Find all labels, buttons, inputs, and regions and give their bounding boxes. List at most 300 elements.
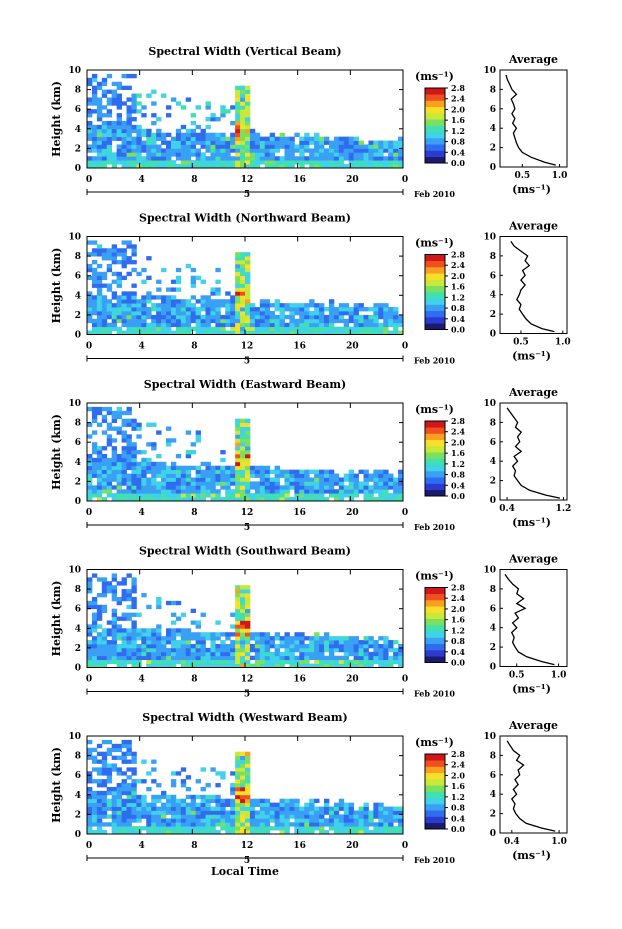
heatmap-cell (230, 787, 235, 791)
heatmap-cell (280, 636, 285, 640)
profile-line (507, 741, 555, 831)
heatmap-cell (354, 644, 359, 648)
heatmap-cell (240, 760, 245, 764)
heatmap-cell (97, 744, 102, 748)
heatmap-cell (151, 660, 156, 664)
heatmap-cell (210, 814, 215, 818)
heatmap-cell (299, 315, 304, 319)
heatmap-cell (240, 462, 245, 466)
heatmap-cell (250, 810, 255, 814)
y-tick-label: 4 (74, 124, 81, 135)
heatmap-cell (92, 756, 97, 760)
heatmap-cell (265, 660, 270, 664)
heatmap-cell (359, 481, 364, 485)
heatmap-cell (225, 656, 230, 660)
heatmap-cell (166, 640, 171, 644)
heatmap-cell (97, 450, 102, 454)
heatmap-cell (235, 97, 240, 101)
heatmap-cell (230, 105, 235, 109)
heatmap-cell (87, 97, 92, 101)
heatmap-cell (166, 660, 171, 664)
heatmap-cell (156, 822, 161, 826)
heatmap-cell (127, 121, 132, 125)
heatmap-cell (166, 152, 171, 156)
heatmap-cell (107, 264, 112, 268)
colorbar-tick-label: 2.4 (451, 593, 465, 604)
heatmap-cell (240, 648, 245, 652)
heatmap-cell (87, 656, 92, 660)
heatmap-cell (245, 601, 250, 605)
heatmap-cell (359, 807, 364, 811)
heatmap-cell (171, 648, 176, 652)
heatmap-cell (201, 160, 206, 164)
heatmap-cell (87, 78, 92, 82)
heatmap-cell (324, 327, 329, 331)
heatmap-cell (235, 632, 240, 636)
heatmap-cell (102, 779, 107, 783)
heatmap-cell (122, 810, 127, 814)
heatmap-cell (127, 477, 132, 481)
heatmap-cell (280, 327, 285, 331)
heatmap-cell (97, 446, 102, 450)
heatmap-cell (280, 644, 285, 648)
heatmap-cell (215, 280, 220, 284)
heatmap-cell (117, 86, 122, 90)
heatmap-cell (230, 327, 235, 331)
heatmap-cell (210, 117, 215, 121)
heatmap-cell (156, 799, 161, 803)
heatmap-cell (265, 807, 270, 811)
heatmap-cell (319, 660, 324, 664)
heatmap-cell (220, 303, 225, 307)
heatmap-cell (122, 597, 127, 601)
heatmap-cell (210, 291, 215, 295)
heatmap-cell (309, 799, 314, 803)
heatmap-cell (112, 656, 117, 660)
heatmap-cell (250, 644, 255, 648)
heatmap-cell (225, 323, 230, 327)
heatmap-cell (102, 144, 107, 148)
heatmap-cell (117, 656, 122, 660)
heatmap-cell (364, 644, 369, 648)
heatmap-cell (314, 818, 319, 822)
heatmap-cell (122, 446, 127, 450)
heatmap-cell (92, 822, 97, 826)
heatmap-cell (245, 105, 250, 109)
heatmap-cell (112, 256, 117, 260)
heatmap-cell (255, 814, 260, 818)
heatmap-cell (220, 818, 225, 822)
heatmap-cell (364, 807, 369, 811)
heatmap-cell (260, 307, 265, 311)
heatmap-cell (201, 814, 206, 818)
heatmap-cell (176, 807, 181, 811)
heatmap-cell (156, 795, 161, 799)
heatmap-cell (176, 644, 181, 648)
heatmap-cell (97, 407, 102, 411)
heatmap-cell (161, 474, 166, 478)
heatmap-cell (196, 307, 201, 311)
heatmap-cell (304, 810, 309, 814)
heatmap-cell (87, 264, 92, 268)
heatmap-cell (102, 152, 107, 156)
heatmap-cell (181, 470, 186, 474)
heatmap-cell (329, 660, 334, 664)
heatmap-cell (270, 323, 275, 327)
heatmap-cell (309, 477, 314, 481)
heatmap-cell (354, 137, 359, 141)
heatmap-cell (122, 613, 127, 617)
heatmap-cell (201, 474, 206, 478)
heatmap-cell (122, 311, 127, 315)
heatmap-cell (107, 640, 112, 644)
heatmap-cell (127, 617, 132, 621)
heatmap-cell (255, 152, 260, 156)
heatmap-cell (378, 144, 383, 148)
heatmap-cell (220, 470, 225, 474)
heatmap-cell (314, 485, 319, 489)
heatmap-cell (112, 327, 117, 331)
heatmap-cell (304, 803, 309, 807)
heatmap-cell (206, 648, 211, 652)
x-tick-label: 0 (401, 508, 409, 518)
heatmap-cell (131, 295, 136, 299)
heatmap-cell (87, 814, 92, 818)
heatmap-cell (220, 474, 225, 478)
heatmap-cell (206, 323, 211, 327)
x-tick-label: 12 (240, 508, 254, 518)
heatmap-cell (235, 648, 240, 652)
heatmap-cell (235, 307, 240, 311)
heatmap-cell (176, 280, 181, 284)
heatmap-cell (324, 656, 329, 660)
heatmap-cell (240, 597, 245, 601)
heatmap-cell (122, 323, 127, 327)
heatmap-cell (289, 311, 294, 315)
heatmap-cell (146, 323, 151, 327)
heatmap-cell (191, 826, 196, 830)
colorbar-swatch (425, 151, 445, 158)
heatmap-cell (240, 109, 245, 113)
heatmap-cell (117, 795, 122, 799)
heatmap-cell (131, 807, 136, 811)
heatmap-cell (176, 814, 181, 818)
heatmap-cell (210, 807, 215, 811)
heatmap-cell (136, 129, 141, 133)
heatmap-cell (225, 477, 230, 481)
heatmap-cell (245, 617, 250, 621)
heatmap-cell (245, 291, 250, 295)
heatmap-cell (354, 156, 359, 160)
heatmap-cell (191, 442, 196, 446)
heatmap-cell (378, 474, 383, 478)
heatmap-cell (368, 818, 373, 822)
heatmap-cell (289, 648, 294, 652)
heatmap-cell (225, 489, 230, 493)
colorbar-swatch (425, 157, 445, 164)
heatmap-cell (378, 803, 383, 807)
heatmap-cell (92, 748, 97, 752)
heatmap-cell (102, 481, 107, 485)
heatmap-cell (127, 137, 132, 141)
heatmap-cell (112, 97, 117, 101)
heatmap-cell (97, 264, 102, 268)
heatmap-cell (225, 632, 230, 636)
heatmap-cell (112, 311, 117, 315)
heatmap-cell (136, 803, 141, 807)
heatmap-cell (240, 427, 245, 431)
heatmap-cell (146, 822, 151, 826)
heatmap-cell (161, 160, 166, 164)
x-tick-label: 0 (85, 508, 93, 518)
heatmap-cell (141, 133, 146, 137)
heatmap-cell (349, 474, 354, 478)
heatmap-cell (319, 807, 324, 811)
heatmap-cell (92, 803, 97, 807)
profile-title: Average (508, 386, 559, 399)
y-tick-label: 6 (74, 771, 81, 782)
heatmap-cell (319, 152, 324, 156)
heatmap-cell (329, 477, 334, 481)
heatmap-cell (191, 636, 196, 640)
heatmap-cell (107, 767, 112, 771)
heatmap-cell (131, 489, 136, 493)
heatmap-cell (329, 481, 334, 485)
heatmap-cell (151, 327, 156, 331)
heatmap-cell (112, 660, 117, 664)
heatmap-cell (334, 307, 339, 311)
heatmap-cell (309, 319, 314, 323)
heatmap-cell (359, 323, 364, 327)
heatmap-cell (250, 303, 255, 307)
heatmap-cell (289, 485, 294, 489)
heatmap-cell (112, 826, 117, 830)
heatmap-cell (245, 640, 250, 644)
heatmap-cell (245, 295, 250, 299)
heatmap-cell (309, 803, 314, 807)
heatmap-cell (299, 470, 304, 474)
heatmap-cell (117, 624, 122, 628)
heatmap-cell (92, 648, 97, 652)
heatmap-cell (388, 477, 393, 481)
heatmap-cell (373, 144, 378, 148)
heatmap-cell (176, 144, 181, 148)
heatmap-cell (349, 489, 354, 493)
heatmap-cell (329, 299, 334, 303)
heatmap-cell (378, 311, 383, 315)
heatmap-cell (181, 489, 186, 493)
heatmap-cell (378, 156, 383, 160)
heatmap-cell (146, 295, 151, 299)
heatmap-cell (368, 493, 373, 497)
heatmap-cell (354, 652, 359, 656)
heatmap-cell (146, 481, 151, 485)
heatmap-cell (122, 438, 127, 442)
heatmap-cell (141, 803, 146, 807)
heatmap-cell (364, 660, 369, 664)
heatmap-cell (102, 90, 107, 94)
heatmap-cell (255, 826, 260, 830)
heatmap-cell (97, 117, 102, 121)
heatmap-cell (131, 783, 136, 787)
heatmap-cell (309, 640, 314, 644)
heatmap-cell (191, 489, 196, 493)
heatmap-cell (364, 477, 369, 481)
heatmap-cell (196, 323, 201, 327)
heatmap-cell (275, 160, 280, 164)
heatmap-cell (112, 295, 117, 299)
heatmap-cell (393, 160, 398, 164)
heatmap-cell (383, 822, 388, 826)
heatmap-cell (112, 795, 117, 799)
heatmap-cell (383, 141, 388, 145)
heatmap-cell (166, 315, 171, 319)
colorbar-swatch (425, 606, 445, 613)
heatmap-cell (127, 744, 132, 748)
heatmap-cell (393, 148, 398, 152)
heatmap-cell (166, 133, 171, 137)
heatmap-cell (245, 113, 250, 117)
heatmap-cell (112, 787, 117, 791)
heatmap-cell (215, 152, 220, 156)
heatmap-cell (299, 477, 304, 481)
heatmap-cell (314, 648, 319, 652)
heatmap-cell (324, 148, 329, 152)
heatmap-cell (329, 656, 334, 660)
heatmap-cell (176, 148, 181, 152)
heatmap-cell (364, 636, 369, 640)
heatmap-cell (181, 644, 186, 648)
heatmap-cell (235, 462, 240, 466)
colorbar-tick-label: 0.4 (451, 813, 465, 824)
heatmap-cell (107, 121, 112, 125)
colorbar-swatch (425, 594, 445, 601)
heatmap-cell (92, 156, 97, 160)
heatmap-cell (240, 438, 245, 442)
heatmap-cell (102, 252, 107, 256)
heatmap-cell (131, 105, 136, 109)
heatmap-cell (240, 617, 245, 621)
heatmap-cell (245, 795, 250, 799)
heatmap-cell (122, 744, 127, 748)
heatmap-cell (245, 493, 250, 497)
heatmap-cell (176, 648, 181, 652)
heatmap-cell (97, 287, 102, 291)
heatmap-cell (117, 462, 122, 466)
heatmap-cell (136, 311, 141, 315)
heatmap-cell (294, 160, 299, 164)
heatmap-cell (294, 477, 299, 481)
heatmap-cell (225, 814, 230, 818)
heatmap-cell (260, 311, 265, 315)
heatmap-cell (255, 323, 260, 327)
heatmap-cell (230, 652, 235, 656)
heatmap-cell (339, 303, 344, 307)
heatmap-cell (245, 152, 250, 156)
heatmap-cell (122, 466, 127, 470)
heatmap-cell (146, 129, 151, 133)
heatmap-cell (92, 86, 97, 90)
heatmap-cell (161, 133, 166, 137)
heatmap-cell (146, 826, 151, 830)
heatmap-cell (156, 323, 161, 327)
heatmap-cell (122, 617, 127, 621)
heatmap-cell (240, 585, 245, 589)
heatmap-cell (339, 807, 344, 811)
heatmap-cell (107, 90, 112, 94)
heatmap-cell (215, 771, 220, 775)
heatmap-cell (122, 803, 127, 807)
heatmap-cell (235, 454, 240, 458)
heatmap-cell (373, 315, 378, 319)
heatmap-cell (127, 295, 132, 299)
heatmap-cell (245, 121, 250, 125)
heatmap-cell (166, 299, 171, 303)
heatmap-cell (146, 327, 151, 331)
heatmap-cell (92, 303, 97, 307)
heatmap-cell (373, 485, 378, 489)
heatmap-cell (255, 644, 260, 648)
profile-frame (500, 736, 567, 833)
heatmap-cell (117, 137, 122, 141)
heatmap-cell (92, 90, 97, 94)
heatmap-cell (92, 474, 97, 478)
heatmap-cell (364, 640, 369, 644)
heatmap-cell (304, 307, 309, 311)
heatmap-cell (97, 272, 102, 276)
heatmap-cell (319, 307, 324, 311)
heatmap-cell (102, 156, 107, 160)
heatmap-cell (92, 248, 97, 252)
heatmap-cell (97, 86, 102, 90)
heatmap-cell (245, 767, 250, 771)
heatmap-cell (127, 450, 132, 454)
heatmap-cell (87, 148, 92, 152)
heatmap-cell (122, 74, 127, 78)
panel-row-3 (50, 545, 567, 700)
heatmap-cell (354, 493, 359, 497)
heatmap-cell (87, 740, 92, 744)
heatmap-cell (245, 450, 250, 454)
heatmap-cell (349, 648, 354, 652)
heatmap-cell (230, 826, 235, 830)
profile-y-tick-label: 2 (489, 809, 496, 820)
heatmap-cell (289, 640, 294, 644)
heatmap-cell (171, 771, 176, 775)
profile-frame (500, 237, 567, 334)
heatmap-cell (235, 284, 240, 288)
heatmap-cell (156, 636, 161, 640)
heatmap-cell (240, 113, 245, 117)
heatmap-cell (220, 632, 225, 636)
heatmap-cell (329, 315, 334, 319)
heatmap-cell (255, 822, 260, 826)
heatmap-cell (97, 141, 102, 145)
colorbar-swatch (425, 638, 445, 645)
heatmap-cell (92, 430, 97, 434)
heatmap-cell (171, 152, 176, 156)
heatmap-cell (87, 648, 92, 652)
heatmap-cell (151, 121, 156, 125)
heatmap-cell (136, 272, 141, 276)
heatmap-cell (176, 474, 181, 478)
heatmap-cell (304, 656, 309, 660)
heatmap-cell (141, 485, 146, 489)
heatmap-cell (201, 652, 206, 656)
heatmap-cell (117, 280, 122, 284)
heatmap-cell (191, 148, 196, 152)
heatmap-cell (122, 319, 127, 323)
